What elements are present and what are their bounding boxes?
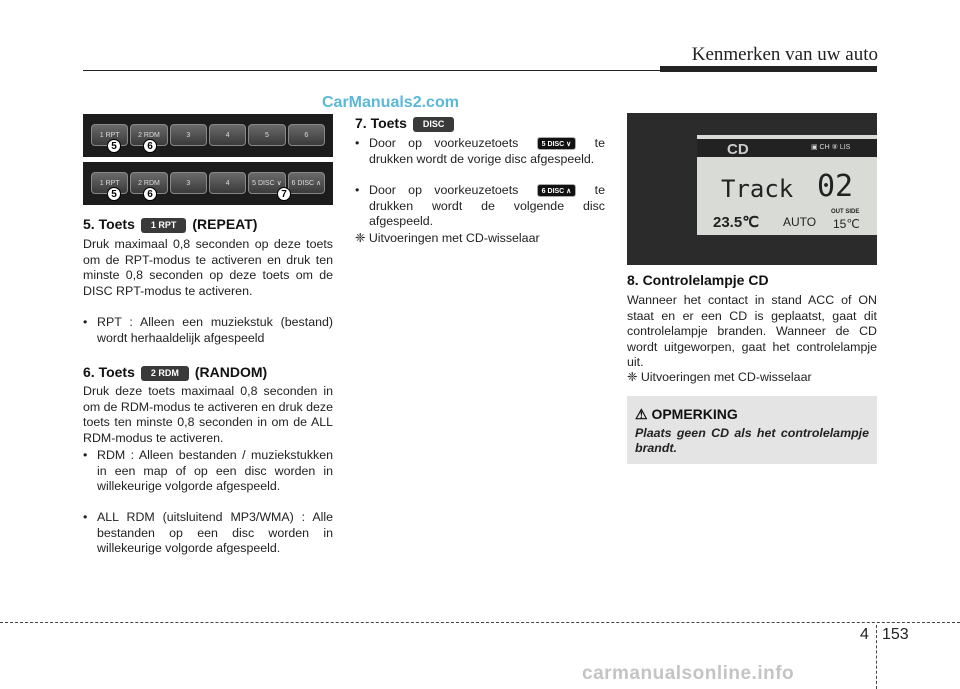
audio-panel-image-2 <box>83 162 333 205</box>
watermark-bottom: carmanualsonline.info <box>582 663 795 684</box>
disc-up-key-badge: 6 DISC ∧ <box>537 184 577 197</box>
preset-button: 6 <box>288 124 325 146</box>
preset-button: 2 RDM <box>130 172 167 194</box>
header-title: Kenmerken van uw auto <box>691 44 878 65</box>
callout-marker: 5 <box>107 187 121 201</box>
preset-button: 4 <box>209 172 246 194</box>
outside-temp: 15℃ <box>833 217 860 231</box>
cd-mode-label: CD <box>727 141 749 158</box>
section-7-bullet-2: • Door op voorkeuzetoets 6 DISC ∧ te drukken wordt de volgende disc afgespeeld. <box>355 183 605 228</box>
notice-text: Plaats geen CD als het controlelampje brandt. <box>635 426 869 455</box>
track-number: 02 <box>817 169 854 204</box>
section-6-heading: 6. Toets 2 RDM (RANDOM) <box>83 364 268 380</box>
preset-button: 1 RPT <box>91 124 128 146</box>
notice-box <box>627 396 877 464</box>
preset-button: 3 <box>170 172 207 194</box>
footer-divider <box>876 625 877 689</box>
section-5-body: Druk maximaal 0,8 seconden op deze toets om de RPT-modus te activeren en druk ten minste 0,8 seconden op deze toets om de DISC RPT-modus te activeren. <box>83 237 333 298</box>
display-screen <box>697 135 877 235</box>
callout-marker: 6 <box>143 139 157 153</box>
preset-button: 5 DISC ∨ <box>248 172 285 194</box>
status-icons: ▣ CH ⑧ LIS <box>811 144 851 151</box>
section-8-heading: 8. Controlelampje CD <box>627 272 769 288</box>
section-8-body: Wanneer het contact in stand ACC of ON staat en er een CD is geplaatst, gaat dit controlelampje branden. Wanneer de CD wordt uitgeworpen, gaat het controlelampje uit. <box>627 293 877 369</box>
preset-button: 3 <box>170 124 207 146</box>
outside-label: OUT SIDE <box>831 209 860 215</box>
track-label: Track <box>721 175 794 203</box>
header-rule <box>83 70 663 71</box>
footer-rule <box>0 622 960 623</box>
rpt-key-badge: 1 RPT <box>141 218 187 233</box>
chapter-number: 4 <box>860 626 869 643</box>
section-8-note: ❈ Uitvoeringen met CD-wisselaar <box>627 370 812 384</box>
preset-button: 6 DISC ∧ <box>288 172 325 194</box>
disc-key-badge: DISC <box>413 117 455 132</box>
section-7-note: ❈ Uitvoeringen met CD-wisselaar <box>355 231 540 245</box>
notice-heading: ⚠ OPMERKING <box>635 406 738 422</box>
preset-button: 5 <box>248 124 285 146</box>
auto-label: AUTO <box>783 215 817 229</box>
section-6-bullet-1: • RDM : Alleen bestanden / muziekstukken in een map of op een disc worden in willekeurige volgorde afgespeeld. <box>83 448 333 493</box>
callout-marker: 6 <box>143 187 157 201</box>
audio-panel-image-1 <box>83 114 333 157</box>
header-rule-thick <box>660 66 877 72</box>
section-7-bullet-1: • Door op voorkeuzetoets 5 DISC ∨ te drukken wordt de vorige disc afgespeeld. <box>355 136 605 166</box>
callout-marker: 7 <box>277 187 291 201</box>
warning-icon: ⚠ <box>635 406 648 422</box>
section-5-bullet: • RPT : Alleen een muziekstuk (bestand) wordt herhaaldelijk afgespeeld <box>83 315 333 345</box>
callout-marker: 5 <box>107 139 121 153</box>
cd-display-image <box>627 113 877 265</box>
section-7-heading: 7. Toets DISC <box>355 115 460 132</box>
page-number: 153 <box>882 626 909 643</box>
section-6-bullet-2: • ALL RDM (uitsluitend MP3/WMA) : Alle bestanden op een disc worden in willekeurige volgorde afgespeeld. <box>83 510 333 555</box>
watermark-top: CarManuals2.com <box>322 94 459 111</box>
section-6-body: Druk deze toets maximaal 0,8 seconden in om de RDM-modus te activeren en druk deze toets ten minste 0,8 seconden in om de ALL RDM-modus te activeren. <box>83 384 333 445</box>
rdm-key-badge: 2 RDM <box>141 366 189 381</box>
cabin-temp: 23.5℃ <box>713 214 760 231</box>
preset-button: 2 RDM <box>130 124 167 146</box>
section-5-heading: 5. Toets 1 RPT (REPEAT) <box>83 216 258 232</box>
preset-button: 1 RPT <box>91 172 128 194</box>
preset-button: 4 <box>209 124 246 146</box>
disc-down-key-badge: 5 DISC ∨ <box>537 137 577 150</box>
